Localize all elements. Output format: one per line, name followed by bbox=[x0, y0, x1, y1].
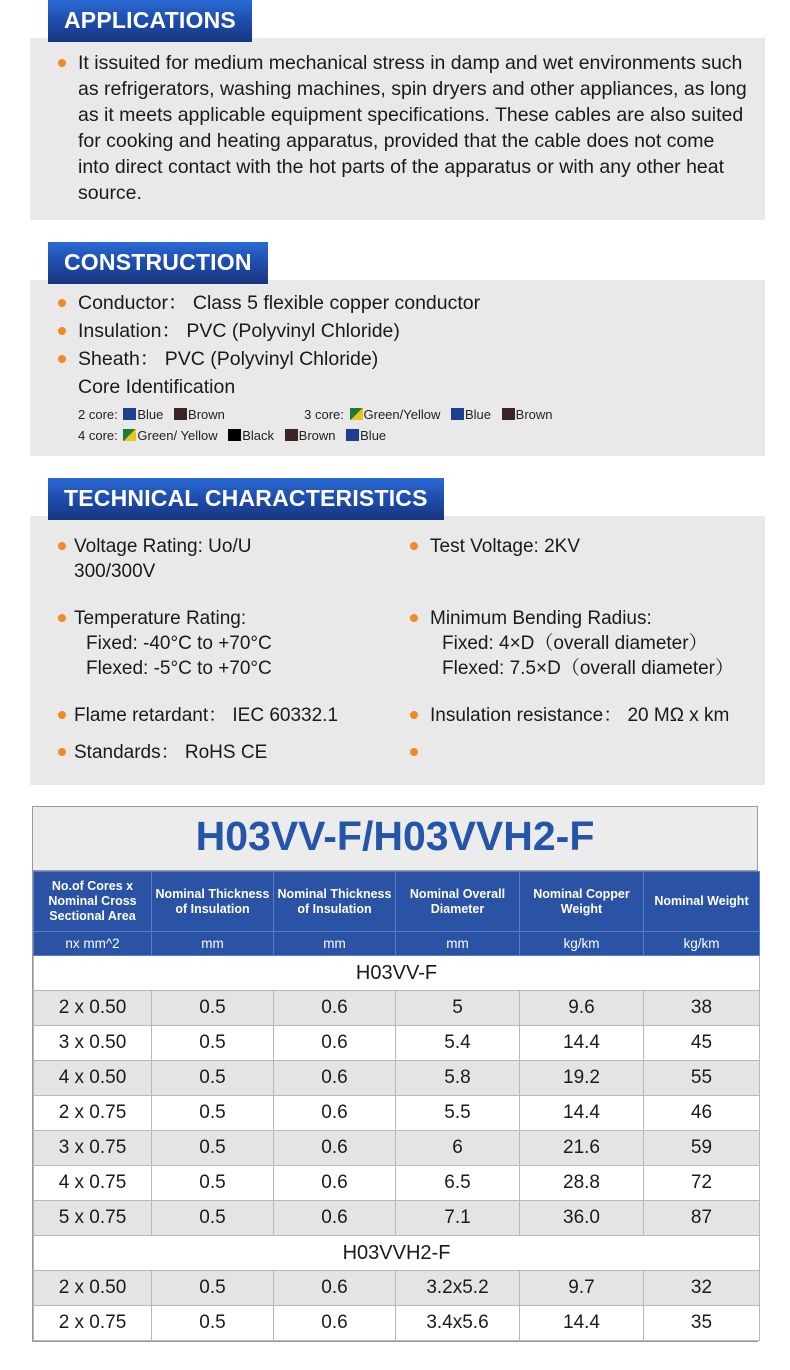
tech-temperature-flexed: Flexed: -5°C to +70°C bbox=[86, 658, 272, 679]
table-cell: 3.2x5.2 bbox=[396, 1271, 520, 1306]
table-cell: 0.5 bbox=[152, 991, 274, 1026]
applications-body: It issuited for medium mechanical stress in damp and wet environments such as refrigerators, washing machines, spin dryers and other appliances, as long as it meets applicable equipment specifications. These cables are also suited for cooking and heating apparatus, provided that the cable does not come into direct contact with the hot parts of the apparatus or with any other heat source. bbox=[48, 50, 747, 206]
core-4-label: 4 core: bbox=[78, 428, 118, 443]
unit-copper-weight: kg/km bbox=[520, 932, 644, 956]
header-nominal-weight: Nominal Weight bbox=[644, 872, 760, 932]
table-cell: 0.6 bbox=[274, 1166, 396, 1201]
technical-section bbox=[0, 478, 790, 785]
tech-bending-flexed: Flexed: 7.5×D（overall diameter） bbox=[442, 658, 734, 679]
table-row bbox=[34, 1201, 760, 1236]
table-cell: 0.5 bbox=[152, 1096, 274, 1131]
table-cell: 2 x 0.50 bbox=[34, 1271, 152, 1306]
table-cell: 2 x 0.75 bbox=[34, 1096, 152, 1131]
table-row bbox=[34, 1026, 760, 1061]
header-cores-area: No.of Cores x Nominal Cross Sectional Area bbox=[34, 872, 152, 932]
table-row bbox=[34, 1166, 760, 1201]
tech-insulation-resistance bbox=[404, 703, 747, 728]
table-cell: 45 bbox=[644, 1026, 760, 1061]
construction-section bbox=[0, 242, 790, 456]
unit-thickness-1: mm bbox=[152, 932, 274, 956]
tech-voltage-rating bbox=[52, 534, 404, 584]
header-thickness-insulation-2: Nominal Thickness of Insulation bbox=[274, 872, 396, 932]
spec-table-body bbox=[34, 956, 760, 1341]
core-row-4 bbox=[78, 425, 747, 446]
swatch-blue-icon bbox=[123, 408, 136, 420]
unit-thickness-2: mm bbox=[274, 932, 396, 956]
tech-temperature-rating bbox=[52, 606, 404, 681]
core-4-color-brown: Brown bbox=[298, 428, 336, 443]
tech-bending-radius-main: Minimum Bending Radius: bbox=[430, 608, 652, 629]
header-overall-diameter: Nominal Overall Diameter bbox=[396, 872, 520, 932]
unit-nominal-weight: kg/km bbox=[644, 932, 760, 956]
core-identification-swatches bbox=[48, 404, 747, 446]
technical-panel bbox=[30, 516, 765, 785]
tech-voltage-rating-value: 300/300V bbox=[74, 561, 156, 582]
core-4-color-blue: Blue bbox=[360, 428, 387, 443]
core-3-color-brown: Brown bbox=[515, 407, 553, 422]
unit-cores-area: nx mm^2 bbox=[34, 932, 152, 956]
core-2-color-brown: Brown bbox=[188, 407, 225, 422]
table-cell: 3.4x5.6 bbox=[396, 1306, 520, 1341]
core-4-color-green-yellow: Green/ Yellow bbox=[137, 428, 218, 443]
core-4-color-black: Black bbox=[242, 428, 275, 443]
table-cell: 7.1 bbox=[396, 1201, 520, 1236]
table-cell: 5.5 bbox=[396, 1096, 520, 1131]
table-cell: 5.4 bbox=[396, 1026, 520, 1061]
table-row bbox=[34, 1306, 760, 1341]
construction-item-sheath: Sheath： PVC (Polyvinyl Chloride) bbox=[48, 346, 747, 372]
table-row bbox=[34, 991, 760, 1026]
tech-insulation-resistance-main: Insulation resistance： 20 MΩ x km bbox=[430, 705, 730, 726]
tech-flame-retardant bbox=[52, 703, 404, 728]
unit-diameter: mm bbox=[396, 932, 520, 956]
swatch-blue-icon bbox=[451, 408, 464, 420]
table-cell: 0.5 bbox=[152, 1201, 274, 1236]
table-cell: 19.2 bbox=[520, 1061, 644, 1096]
spec-table-header-row bbox=[34, 872, 760, 932]
core-3-label: 3 core: bbox=[304, 407, 344, 422]
table-cell: 0.6 bbox=[274, 1201, 396, 1236]
table-cell: 87 bbox=[644, 1201, 760, 1236]
table-cell: 9.6 bbox=[520, 991, 644, 1026]
table-cell: 59 bbox=[644, 1131, 760, 1166]
tech-test-voltage bbox=[404, 534, 747, 584]
table-row bbox=[34, 1096, 760, 1131]
table-cell: 2 x 0.75 bbox=[34, 1306, 152, 1341]
swatch-blue-icon bbox=[346, 429, 359, 441]
spec-table-container bbox=[32, 806, 758, 1342]
table-cell: 9.7 bbox=[520, 1271, 644, 1306]
tech-empty-cell bbox=[404, 740, 747, 765]
table-cell: 0.5 bbox=[152, 1061, 274, 1096]
core-2-color-blue: Blue bbox=[137, 407, 164, 422]
table-group-label: H03VV-F bbox=[34, 956, 760, 991]
core-3-color-blue: Blue bbox=[465, 407, 492, 422]
table-group-label: H03VVH2-F bbox=[34, 1236, 760, 1271]
tech-standards-main: Standards： RoHS CE bbox=[74, 742, 268, 763]
tech-standards bbox=[52, 740, 404, 765]
table-cell: 0.6 bbox=[274, 1131, 396, 1166]
table-cell: 0.6 bbox=[274, 1306, 396, 1341]
spec-table-units-row bbox=[34, 932, 760, 956]
header-thickness-insulation-1: Nominal Thickness of Insulation bbox=[152, 872, 274, 932]
swatch-brown-icon bbox=[502, 408, 515, 420]
core-row-2-3 bbox=[78, 404, 747, 425]
table-cell: 0.5 bbox=[152, 1026, 274, 1061]
construction-panel bbox=[30, 280, 765, 456]
table-cell: 14.4 bbox=[520, 1026, 644, 1061]
swatch-green-yellow-icon bbox=[350, 408, 363, 420]
applications-banner: APPLICATIONS bbox=[48, 0, 252, 42]
swatch-black-icon bbox=[228, 429, 241, 441]
table-cell: 4 x 0.50 bbox=[34, 1061, 152, 1096]
table-row bbox=[34, 1061, 760, 1096]
table-row bbox=[34, 1131, 760, 1166]
table-cell: 0.6 bbox=[274, 1061, 396, 1096]
core-2-label: 2 core: bbox=[78, 407, 118, 422]
swatch-brown-icon bbox=[174, 408, 187, 420]
table-cell: 3 x 0.75 bbox=[34, 1131, 152, 1166]
table-cell: 38 bbox=[644, 991, 760, 1026]
table-cell: 21.6 bbox=[520, 1131, 644, 1166]
tech-bending-radius bbox=[404, 606, 747, 681]
table-group-row bbox=[34, 1236, 760, 1271]
table-cell: 28.8 bbox=[520, 1166, 644, 1201]
table-cell: 14.4 bbox=[520, 1096, 644, 1131]
table-cell: 2 x 0.50 bbox=[34, 991, 152, 1026]
technical-banner: TECHNICAL CHARACTERISTICS bbox=[48, 478, 444, 520]
table-cell: 5.8 bbox=[396, 1061, 520, 1096]
swatch-brown-icon bbox=[285, 429, 298, 441]
tech-flame-retardant-main: Flame retardant： IEC 60332.1 bbox=[74, 705, 339, 726]
spec-table bbox=[33, 871, 760, 1341]
core-identification-label: Core Identification bbox=[78, 376, 236, 398]
table-cell: 5 bbox=[396, 991, 520, 1026]
technical-grid bbox=[52, 534, 747, 765]
table-cell: 0.5 bbox=[152, 1271, 274, 1306]
construction-item-conductor: Conductor： Class 5 flexible copper conductor bbox=[48, 290, 747, 316]
table-cell: 6 bbox=[396, 1131, 520, 1166]
construction-list bbox=[48, 290, 747, 372]
table-cell: 32 bbox=[644, 1271, 760, 1306]
table-cell: 0.5 bbox=[152, 1306, 274, 1341]
tech-voltage-rating-main: Voltage Rating: Uo/U bbox=[74, 536, 252, 557]
table-cell: 3 x 0.50 bbox=[34, 1026, 152, 1061]
table-cell: 0.5 bbox=[152, 1166, 274, 1201]
table-cell: 14.4 bbox=[520, 1306, 644, 1341]
table-cell: 0.6 bbox=[274, 991, 396, 1026]
swatch-green-yellow-icon bbox=[123, 429, 136, 441]
table-row bbox=[34, 1271, 760, 1306]
spec-table-head bbox=[34, 872, 760, 956]
table-cell: 35 bbox=[644, 1306, 760, 1341]
table-cell: 36.0 bbox=[520, 1201, 644, 1236]
applications-panel bbox=[30, 38, 765, 220]
table-cell: 4 x 0.75 bbox=[34, 1166, 152, 1201]
header-copper-weight: Nominal Copper Weight bbox=[520, 872, 644, 932]
table-cell: 0.6 bbox=[274, 1096, 396, 1131]
applications-section bbox=[0, 0, 790, 220]
table-group-row bbox=[34, 956, 760, 991]
spec-table-title: H03VV-F/H03VVH2-F bbox=[33, 807, 757, 871]
table-cell: 6.5 bbox=[396, 1166, 520, 1201]
table-cell: 72 bbox=[644, 1166, 760, 1201]
tech-test-voltage-main: Test Voltage: 2KV bbox=[430, 536, 580, 557]
table-cell: 46 bbox=[644, 1096, 760, 1131]
table-cell: 55 bbox=[644, 1061, 760, 1096]
construction-item-insulation: Insulation： PVC (Polyvinyl Chloride) bbox=[48, 318, 747, 344]
tech-temperature-fixed: Fixed: -40°C to +70°C bbox=[86, 633, 272, 654]
table-cell: 0.5 bbox=[152, 1131, 274, 1166]
tech-bending-fixed: Fixed: 4×D（overall diameter） bbox=[442, 633, 708, 654]
construction-banner: CONSTRUCTION bbox=[48, 242, 268, 284]
table-cell: 0.6 bbox=[274, 1026, 396, 1061]
table-cell: 0.6 bbox=[274, 1271, 396, 1306]
core-3-color-green-yellow: Green/Yellow bbox=[363, 407, 441, 422]
table-cell: 5 x 0.75 bbox=[34, 1201, 152, 1236]
tech-temperature-rating-main: Temperature Rating: bbox=[74, 608, 247, 629]
